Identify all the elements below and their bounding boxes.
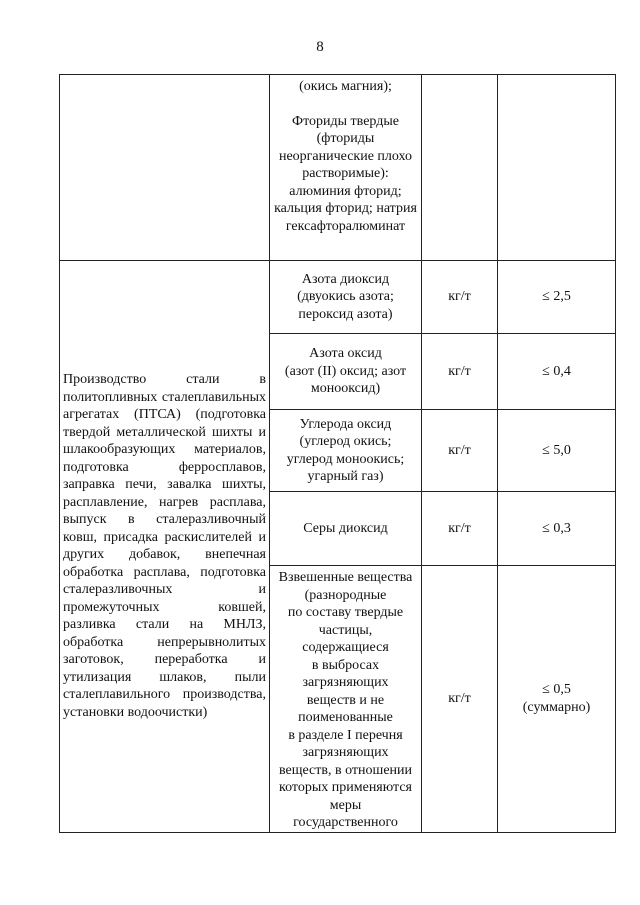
value-cell: ≤ 0,3	[498, 492, 616, 566]
empty-unit-cell	[422, 75, 498, 261]
substance-cell: Серы диоксид	[270, 492, 422, 566]
substance-line: Фториды твердые (фториды неорганические плохо растворимые): алюминия фторид; кальция фторид; натрия гексафторалюминат	[274, 113, 417, 234]
table-row	[60, 261, 616, 334]
empty-value-cell	[498, 75, 616, 261]
substance-cell: Взвешенные вещества (разнородные по составу твердые частицы, содержащиеся в выбросах загрязняющих веществ и не поименованные в разделе I перечня загрязняющих веществ, в отношении которых применяются меры государственного	[270, 566, 422, 833]
unit-cell: кг/т	[422, 492, 498, 566]
substance-cell: Углерода оксид (углерод окись; углерод моноокись; угарный газ)	[270, 410, 422, 492]
unit-cell: кг/т	[422, 566, 498, 833]
line-gap	[273, 96, 418, 113]
substance-cell	[270, 75, 422, 261]
substance-cell: Азота диоксид (двуокись азота; пероксид азота)	[270, 261, 422, 334]
unit-cell: кг/т	[422, 334, 498, 410]
page-number: 8	[316, 39, 324, 55]
activity-cell: Производство стали в политопливных сталеплавильных агрегатах (ПТСА) (подготовка твердой металлической шихты и шлакообразующих материалов, подготовка ферросплавов, заправка печи, завалка шихты, расплавление, нагрев расплава, выпуск в сталеразливочный ковш, присадка раскислителей и других добавок, внепечная обработка расплава, подготовка сталеразливочных и промежуточных ковшей, разливка стали на МНЛЗ, обработка непрерывнолитых заготовок, переработка и утилизация шлаков, пыли сталеплавильного производства, установки водоочистки)	[60, 261, 270, 833]
value-cell: ≤ 2,5	[498, 261, 616, 334]
value-cell: ≤ 0,4	[498, 334, 616, 410]
value-cell: ≤ 5,0	[498, 410, 616, 492]
value-cell: ≤ 0,5 (суммарно)	[498, 566, 616, 833]
emissions-table	[59, 74, 616, 833]
substance-cell: Азота оксид (азот (II) оксид; азот монооксид)	[270, 334, 422, 410]
unit-cell: кг/т	[422, 261, 498, 334]
table-row	[60, 75, 616, 261]
substance-line: (окись магния);	[299, 79, 392, 94]
unit-cell: кг/т	[422, 410, 498, 492]
empty-activity-cell	[60, 75, 270, 261]
